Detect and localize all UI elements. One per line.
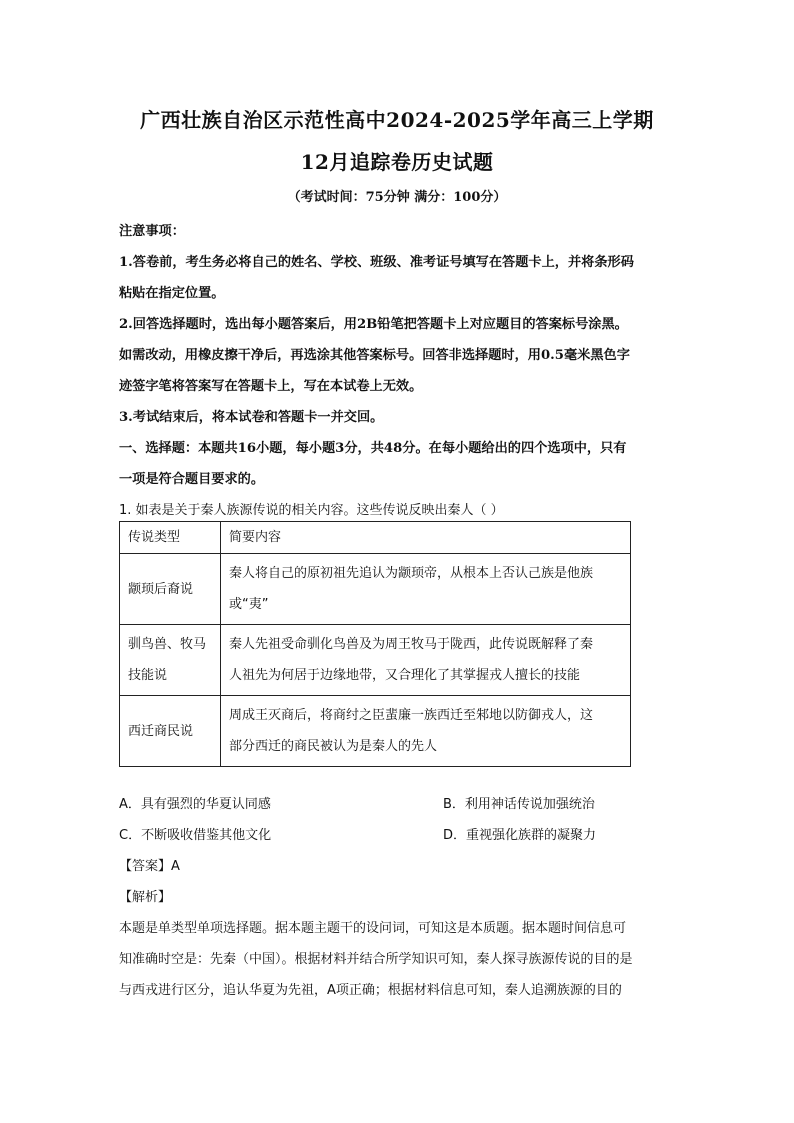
- cell-text: 人祖先为何居于边缘地带，又合理化了其掌握戎人擅长的技能: [229, 668, 581, 683]
- section-heading-line2: 一项是符合题目要求的。: [119, 472, 265, 487]
- table-cell-type: [120, 696, 221, 767]
- answer-label: 【答案】A: [119, 859, 180, 874]
- analysis-line: 与西戎进行区分，追认华夏为先祖，A项正确；根据材料信息可知，秦人追溯族源的目的: [119, 983, 622, 998]
- cell-text: 秦人将自己的原初祖先追认为颛顼帝，从根本上否认己族是他族: [229, 566, 594, 581]
- notice-line: 2.回答选择题时，选出每小题答案后，用2B铅笔把答题卡上对应题目的答案标号涂黑。: [119, 317, 628, 332]
- analysis-line: 本题是单类型单项选择题。据本题主题干的设问词，可知这是本质题。据本题时间信息可: [119, 921, 627, 936]
- option-a: A．具有强烈的华夏认同感: [119, 797, 271, 812]
- table-cell-type: [120, 625, 221, 696]
- analysis-line: 知准确时空是：先秦（中国）。根据材料并结合所学知识可知，秦人探寻族源传说的目的是: [119, 952, 633, 967]
- cell-text: 技能说: [128, 668, 168, 683]
- exam-title-line2: 12月追踪卷历史试题: [300, 150, 494, 174]
- notice-line: 如需改动，用橡皮擦干净后，再选涂其他答案标号。回答非选择题时，用0.5毫米黑色字: [119, 348, 630, 363]
- cell-text: 西迁商民说: [128, 723, 194, 739]
- table-row: [120, 554, 631, 625]
- table-cell-type: [120, 554, 221, 625]
- cell-text: 颛顼后裔说: [128, 581, 194, 597]
- table-header-row: [120, 522, 631, 554]
- option-b: B．利用神话传说加强统治: [443, 797, 595, 812]
- analysis-heading: 【解析】: [119, 890, 172, 905]
- notice-line: 3.考试结束后，将本试卷和答题卡一并交回。: [119, 410, 384, 425]
- section-heading-line1: 一、选择题：本题共16小题，每小题3分，共48分。在每小题给出的四个选项中，只有: [119, 441, 627, 456]
- table-row: [120, 625, 631, 696]
- table-row: [120, 696, 631, 767]
- question-stem: 1. 如表是关于秦人族源传说的相关内容。这些传说反映出秦人（ ）: [119, 503, 504, 518]
- table-cell-content: [221, 696, 631, 767]
- exam-info: （考试时间：75分钟 满分：100分）: [287, 190, 507, 205]
- option-c: C．不断吸收借鉴其他文化: [119, 828, 272, 843]
- notice-line: 迹签字笔将答案写在答题卡上，写在本试卷上无效。: [119, 379, 423, 394]
- notice-line: 1.答卷前，考生务必将自己的姓名、学校、班级、准考证号填写在答题卡上，并将条形码: [119, 255, 634, 270]
- cell-text: 或“夷”: [229, 597, 269, 612]
- legend-table: [119, 521, 631, 767]
- cell-text: 驯鸟兽、牧马: [128, 637, 207, 652]
- cell-text: 周成王灭商后，将商纣之臣蜚廉一族西迁至邾地以防御戎人，这: [229, 708, 594, 723]
- notice-line: 粘贴在指定位置。: [119, 286, 225, 301]
- notice-heading: 注意事项：: [119, 224, 185, 239]
- exam-title-line1: 广西壮族自治区示范性高中2024-2025学年高三上学期: [140, 108, 654, 132]
- table-header-cell: 传说类型: [120, 522, 221, 554]
- table-cell-content: [221, 625, 631, 696]
- cell-text: 部分西迁的商民被认为是秦人的先人: [229, 739, 438, 754]
- table-cell-content: [221, 554, 631, 625]
- cell-text: 秦人先祖受命驯化鸟兽及为周王牧马于陇西，此传说既解释了秦: [229, 637, 594, 652]
- table-header-cell: 简要内容: [221, 522, 631, 554]
- option-d: D．重视强化族群的凝聚力: [443, 828, 597, 843]
